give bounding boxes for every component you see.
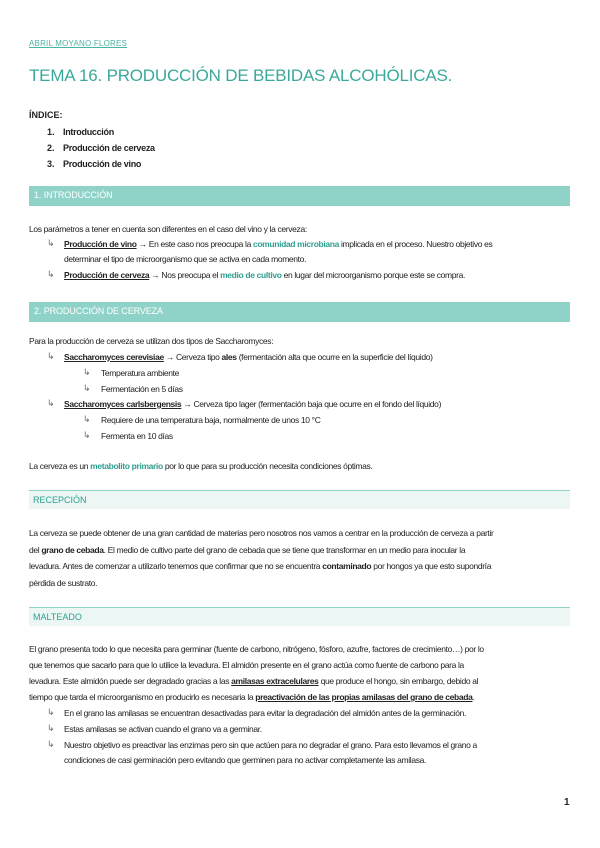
- bullet-arrow-icon: ↳: [47, 351, 55, 361]
- bullet-arrow-icon: ↳: [83, 367, 91, 377]
- index-list: [47, 124, 155, 172]
- index-item: 3. Producción de vino: [47, 159, 142, 169]
- subsection-heading-recepcion: RECEPCIÓN: [29, 490, 570, 509]
- subsection-heading-malteado: MALTEADO: [29, 607, 570, 626]
- author-name: ABRIL MOYANO FLORES: [29, 39, 128, 48]
- beer-carlsbergensis-line: Saccharomyces carlsbergensis → Cerveza tipo lager (fermentación baja que ocurre en el fondo del líquido): [64, 399, 442, 409]
- bullet-arrow-icon: ↳: [47, 238, 55, 248]
- page-number: 1: [564, 797, 570, 808]
- beer-carlsbergensis-sub: Fermenta en 10 días: [101, 431, 173, 441]
- index-heading: ÍNDICE:: [29, 110, 63, 120]
- intro-vino-line2: determinar el tipo de microorganismo que se activa en cada momento.: [64, 254, 307, 264]
- malteado-line: tiempo que tarda el microorganismo en producirlo es necesaria la preactivación de las propias amilasas del grano de cebada.: [29, 692, 475, 702]
- malteado-bullet: Estas amilasas se activan cuando el grano va a germinar.: [64, 724, 262, 734]
- beer-closing: La cerveza es un metabolito primario por lo que para su producción necesita condiciones óptimas.: [29, 461, 373, 471]
- intro-lead: Los parámetros a tener en cuenta son diferentes en el caso del vino y la cerveza:: [29, 224, 307, 234]
- beer-cerevisiae-sub: Fermentación en 5 días: [101, 384, 183, 394]
- beer-carlsbergensis-sub: Requiere de una temperatura baja, normalmente de unos 10 °C: [101, 415, 321, 425]
- bullet-arrow-icon: ↳: [47, 398, 55, 408]
- bullet-arrow-icon: ↳: [83, 414, 91, 424]
- section-heading-intro: 1. INTRODUCCIÓN: [29, 186, 570, 206]
- intro-cerveza-line: Producción de cerveza → Nos preocupa el medio de cultivo en lugar del microorganismo porque este se compra.: [64, 270, 465, 280]
- bullet-arrow-icon: ↳: [47, 269, 55, 279]
- malteado-bullet: Nuestro objetivo es preactivar las enzimas pero sin que actúen para no degradar el grano. Para esto llevamos el grano a: [64, 740, 477, 750]
- beer-cerevisiae-line: Saccharomyces cerevisiae → Cerveza tipo ales (fermentación alta que ocurre en la superficie del líquido): [64, 352, 433, 362]
- bullet-arrow-icon: ↳: [47, 723, 55, 733]
- recepcion-line: La cerveza se puede obtener de una gran cantidad de materias pero nosotros nos vamos a centrar en la producción de cerveza a partir: [29, 528, 494, 538]
- bullet-arrow-icon: ↳: [47, 707, 55, 717]
- malteado-bullet: En el grano las amilasas se encuentran desactivadas para evitar la degradación del almidón antes de la germinación.: [64, 708, 467, 718]
- malteado-bullet-cont: condiciones de casi germinación pero evitando que germinen para no activar completamente las amilasa.: [64, 755, 427, 765]
- malteado-line: levadura. Este almidón puede ser degradado gracias a las amilasas extracelulares que produce el hongo, sin embargo, debido al: [29, 676, 479, 686]
- malteado-line: El grano presenta todo lo que necesita para germinar (fuente de carbono, nitrógeno, fósforo, azufre, factores de crecimiento…) por lo: [29, 644, 484, 654]
- malteado-line: que tenemos que sacarlo para que lo utilice la levadura. El almidón presente en el grano actúa como fuente de carbono para la: [29, 660, 464, 670]
- bullet-arrow-icon: ↳: [47, 739, 55, 749]
- beer-cerevisiae-sub: Temperatura ambiente: [101, 368, 180, 378]
- section-heading-beer: 2. PRODUCCIÓN DE CERVEZA: [29, 302, 570, 322]
- recepcion-line: levadura. Antes de comenzar a utilizarlo tenemos que confirmar que no se encuentra contaminado por hongos ya que esto supondría: [29, 561, 492, 571]
- recepcion-line: pérdida de sustrato.: [29, 578, 98, 588]
- bullet-arrow-icon: ↳: [83, 383, 91, 393]
- bullet-arrow-icon: ↳: [83, 430, 91, 440]
- beer-lead: Para la producción de cerveza se utilizan dos tipos de Saccharomyces:: [29, 336, 274, 346]
- intro-vino-line: Producción de vino → En este caso nos preocupa la comunidad microbiana implicada en el proceso. Nuestro objetivo es: [64, 239, 493, 249]
- index-item: 1. Introducción: [47, 127, 114, 137]
- page-title: TEMA 16. PRODUCCIÓN DE BEBIDAS ALCOHÓLICAS.: [29, 66, 453, 85]
- recepcion-line: del grano de cebada. El medio de cultivo parte del grano de cebada que se tiene que transformar en un medio para inocular la: [29, 545, 466, 555]
- index-item: 2. Producción de cerveza: [47, 143, 155, 153]
